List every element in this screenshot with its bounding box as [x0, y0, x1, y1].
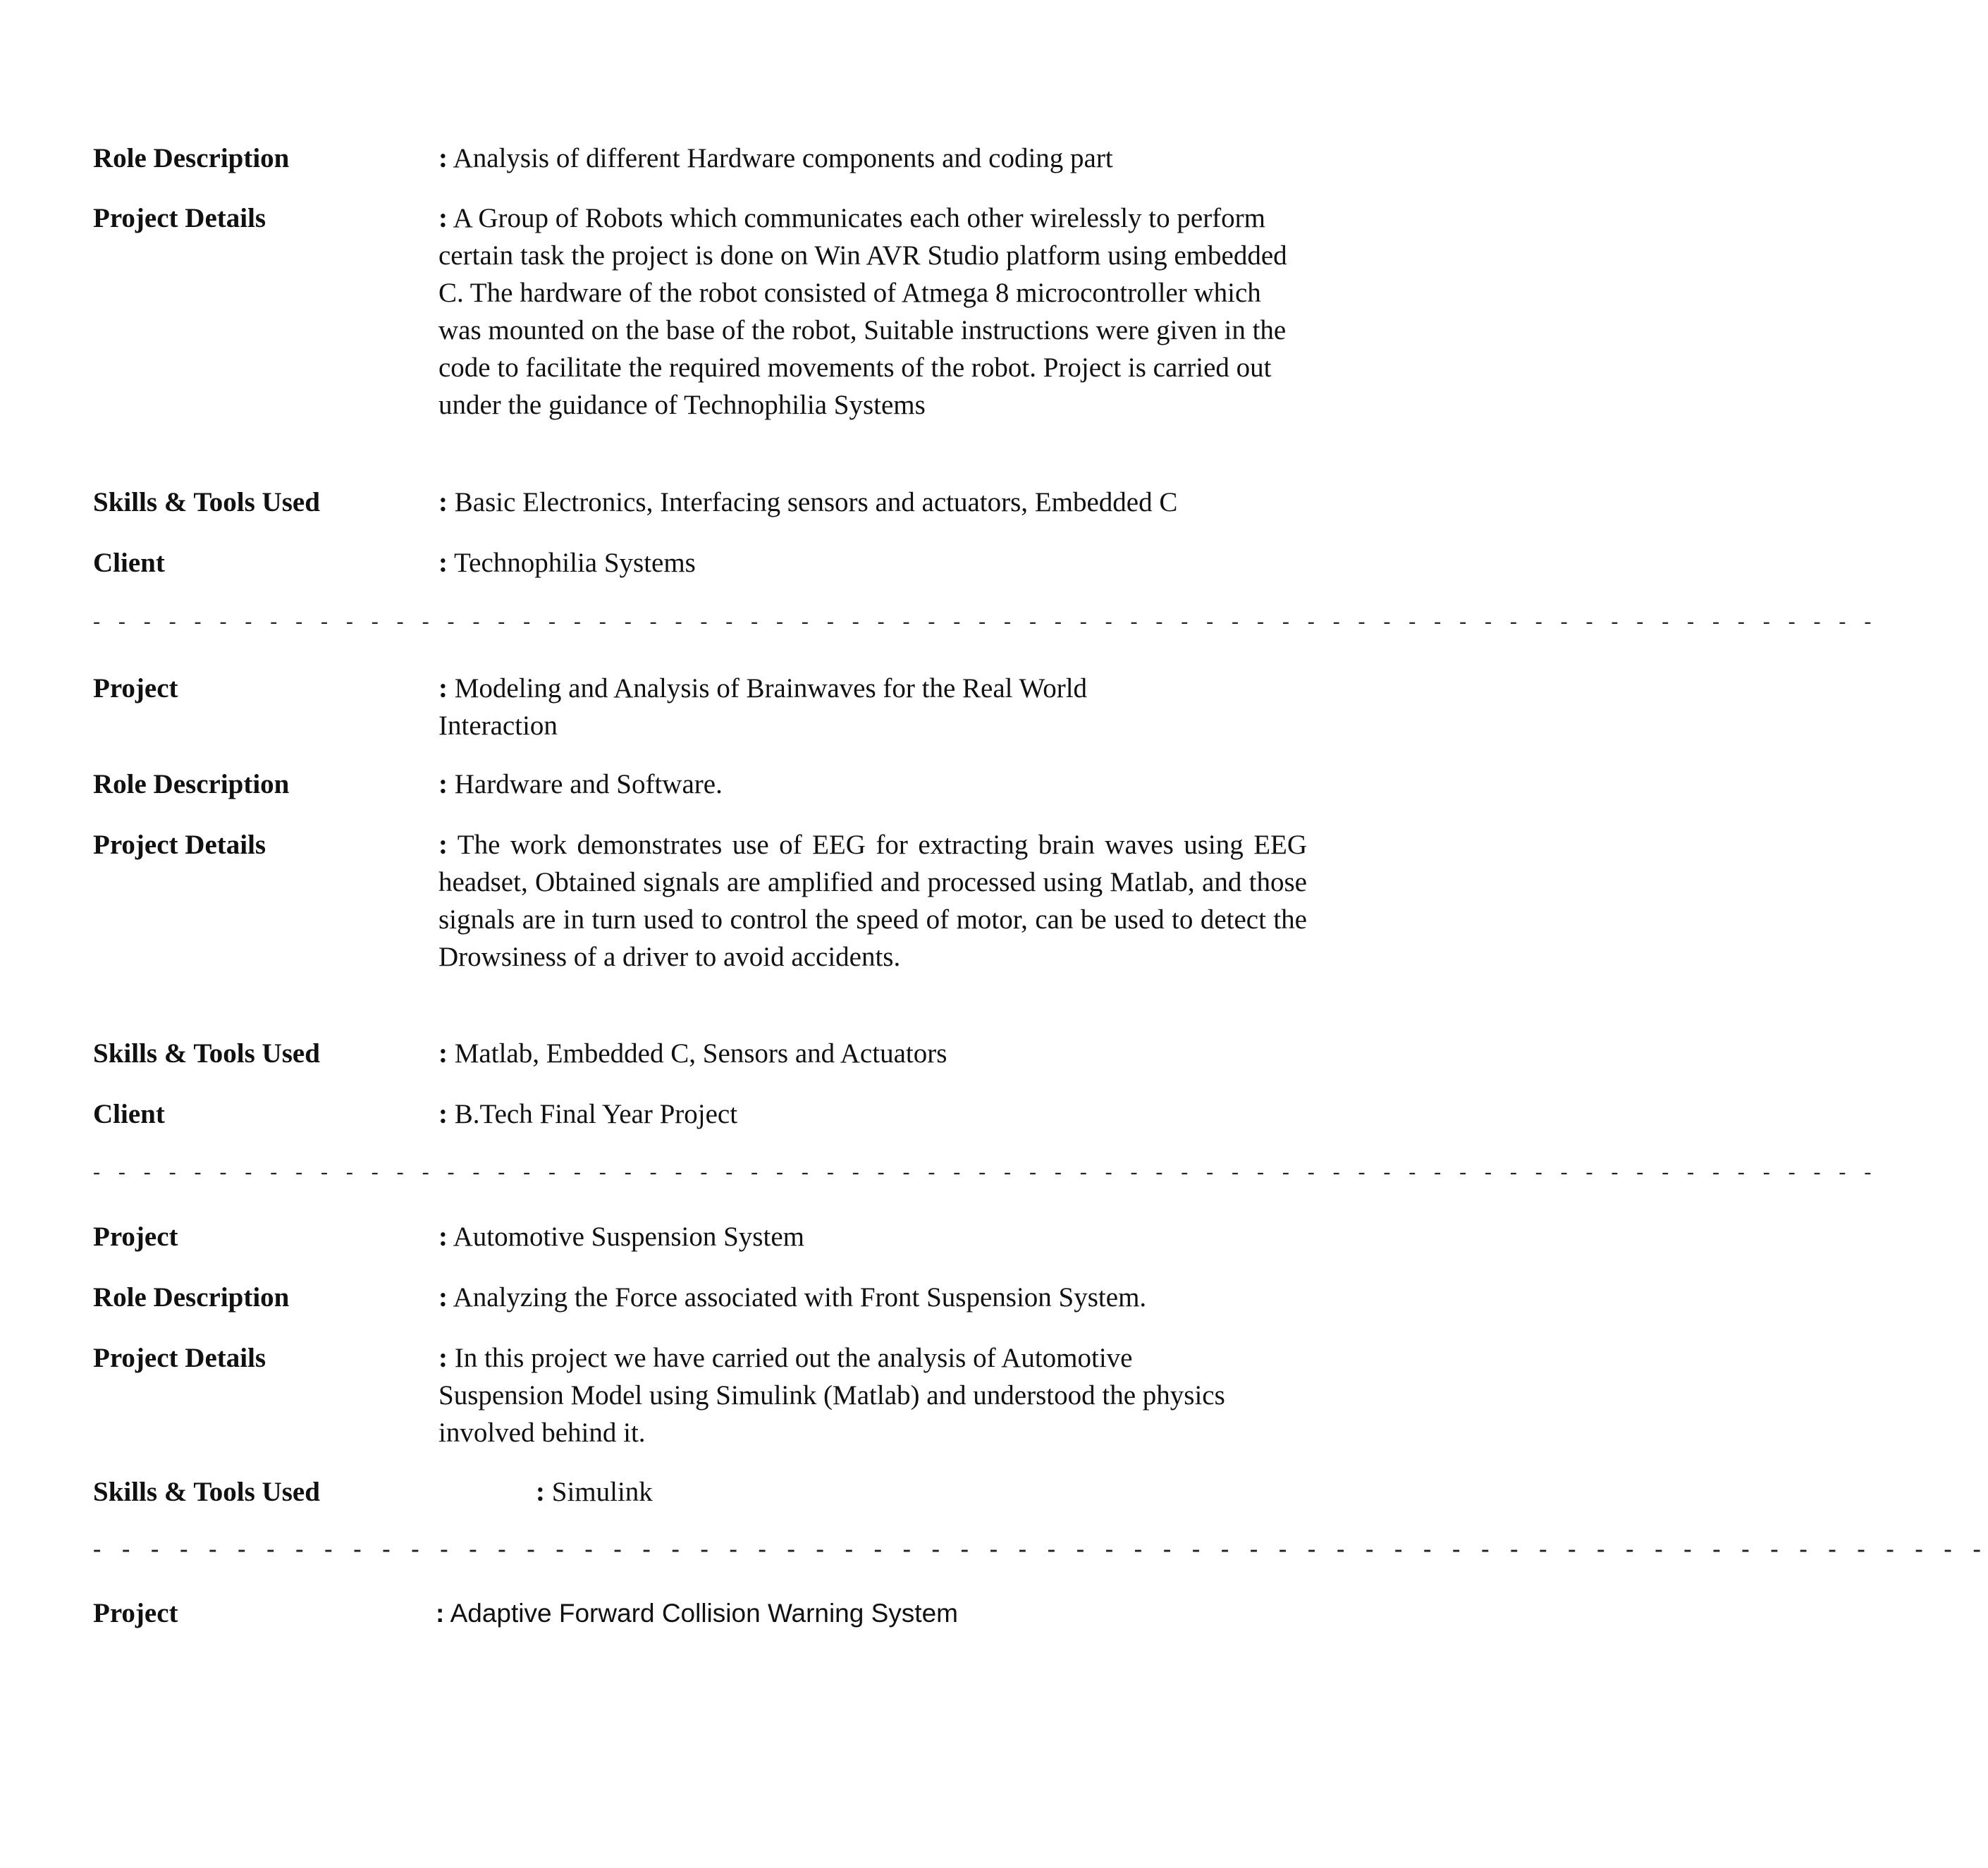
field-label: Project Details	[93, 203, 266, 233]
field-label: Skills & Tools Used	[93, 487, 320, 517]
field-value	[536, 1473, 1410, 1511]
field-label: Project	[93, 1222, 178, 1252]
colon: :	[436, 1599, 445, 1628]
colon: :	[438, 673, 448, 703]
field-value	[438, 1339, 1249, 1451]
field-value-text: Simulink	[551, 1477, 653, 1507]
colon: :	[438, 830, 448, 860]
field-value-text: Technophilia Systems	[454, 548, 696, 578]
field-value	[438, 484, 1355, 521]
field-value-text: Automotive Suspension System	[453, 1222, 804, 1252]
field-value	[438, 670, 1200, 744]
field-label: Project	[93, 673, 178, 703]
colon: :	[438, 143, 448, 173]
colon: :	[438, 487, 448, 517]
field-label: Role Description	[93, 769, 290, 799]
field-label: Role Description	[93, 143, 290, 173]
field-value-text: Analysis of different Hardware components and coding part	[453, 143, 1113, 173]
section-divider: - - - - - - - - - - - - - - - - - - - - - - - - - - - - - - - - - - - - - - - - - - - - - - - - - - - - - - - - - - - - - - - - - - - - - - -	[93, 1160, 1878, 1184]
field-value	[436, 1594, 1310, 1632]
field-value-text: Basic Electronics, Interfacing sensors and actuators, Embedded C	[454, 487, 1178, 517]
colon: :	[438, 1038, 448, 1069]
field-value-text: Adaptive Forward Collision Warning System	[450, 1599, 958, 1628]
field-value	[438, 1035, 1313, 1072]
field-label: Skills & Tools Used	[93, 1038, 320, 1069]
field-value	[438, 544, 1313, 582]
field-value	[438, 1218, 1313, 1255]
field-label: Client	[93, 548, 165, 578]
field-value	[438, 826, 1307, 976]
field-value-text: The work demonstrates use of EEG for extracting brain waves using EEG headset, Obtained signals are amplified and processed using Matlab, and those signals are in turn used to control the speed of motor, can be used to detect the Drowsiness of a driver to avoid accidents.	[438, 830, 1307, 972]
colon: :	[438, 1222, 448, 1252]
field-label: Project Details	[93, 1343, 266, 1373]
field-value-text: A Group of Robots which communicates each other wirelessly to perform certain task the project is done on Win AVR Studio platform using embedded C. The hardware of the robot consisted of Atmega 8 microcontroller which was mounted on the base of the robot, Suitable instructions were given in the code to facilitate the required movements of the robot. Project is carried out under the guidance of Technophilia Systems	[438, 203, 1287, 420]
field-label: Project Details	[93, 830, 266, 860]
field-value	[438, 766, 1313, 803]
field-value	[438, 1279, 1313, 1316]
field-value-text: B.Tech Final Year Project	[454, 1099, 738, 1129]
field-label: Client	[93, 1099, 165, 1129]
field-value-text: Modeling and Analysis of Brainwaves for the Real World Interaction	[438, 673, 1088, 741]
field-value-text: Hardware and Software.	[454, 769, 723, 799]
field-value-text: Analyzing the Force associated with Front Suspension System.	[453, 1282, 1147, 1313]
field-value-text: Matlab, Embedded C, Sensors and Actuators	[454, 1038, 947, 1069]
section-divider: - - - - - - - - - - - - - - - - - - - - - - - - - - - - - - - - - - - - - - - - - - - - - - - - - - - - - - - - - - - - - - - - - -	[93, 1536, 1988, 1562]
field-value-text: In this project we have carried out the analysis of Automotive Suspension Model using Simulink (Matlab) and understood the physics involved behind it.	[438, 1343, 1225, 1448]
section-divider: - - - - - - - - - - - - - - - - - - - - - - - - - - - - - - - - - - - - - - - - - - - - - - - - - - - - - - - - - - - - - - - - - - - - - - -	[93, 610, 1878, 633]
colon: :	[438, 548, 448, 578]
colon: :	[438, 1099, 448, 1129]
colon: :	[536, 1477, 545, 1507]
colon: :	[438, 1343, 448, 1373]
field-value	[438, 199, 1307, 424]
field-label: Project	[93, 1598, 178, 1628]
field-label: Role Description	[93, 1282, 290, 1313]
field-label: Skills & Tools Used	[93, 1477, 320, 1507]
field-value	[438, 1095, 1313, 1133]
field-value	[438, 140, 1313, 177]
colon: :	[438, 1282, 448, 1313]
colon: :	[438, 769, 448, 799]
colon: :	[438, 203, 448, 233]
